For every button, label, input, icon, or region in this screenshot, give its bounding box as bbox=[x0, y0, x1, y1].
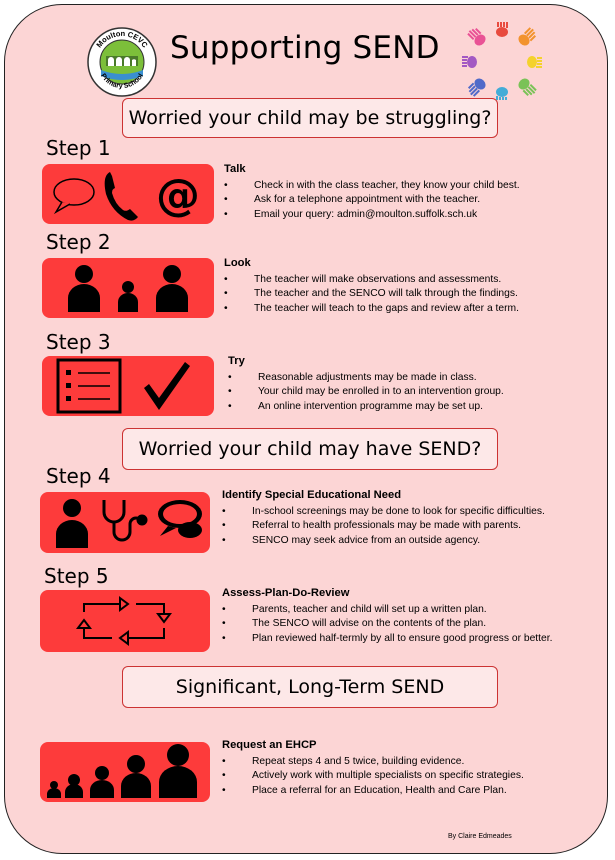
list-item: • In-school screenings may be done to look for specific difficulties. bbox=[222, 505, 545, 520]
person-icon bbox=[156, 265, 188, 312]
list-item: • Reasonable adjustments may be made in class. bbox=[228, 371, 504, 386]
checkmark-icon bbox=[144, 362, 190, 410]
step-3-info bbox=[228, 354, 504, 414]
list-item: • An online intervention programme may be set up. bbox=[228, 400, 504, 415]
step-2-label: Step 2 bbox=[46, 230, 111, 254]
step-5-label: Step 5 bbox=[44, 564, 109, 588]
list-item: • SENCO may seek advice from an outside agency. bbox=[222, 534, 545, 549]
step-4-heading: Identify Special Educational Need bbox=[222, 489, 402, 501]
step-4-info bbox=[222, 488, 545, 548]
school-logo bbox=[86, 26, 158, 98]
list-item: • Ask for a telephone appointment with the teacher. bbox=[224, 193, 520, 208]
list-item: • Your child may be enrolled in to an intervention group. bbox=[228, 385, 504, 400]
stethoscope-icon bbox=[104, 500, 146, 540]
list-item: • The teacher will teach to the gaps and review after a term. bbox=[224, 302, 519, 317]
step-4-icons bbox=[40, 492, 210, 553]
list-item: • The teacher will make observations and assessments. bbox=[224, 273, 519, 288]
step-2-icons bbox=[42, 258, 214, 318]
step-4-label: Step 4 bbox=[46, 464, 111, 488]
step-1-label: Step 1 bbox=[46, 136, 111, 160]
growing-people-icon bbox=[40, 742, 210, 802]
banner-long-term: Significant, Long-Term SEND bbox=[122, 666, 498, 708]
logo-top-text: Moulton CEVC bbox=[94, 28, 150, 50]
ehcp-info bbox=[222, 738, 524, 798]
step-5-info bbox=[222, 586, 552, 646]
step-5-heading: Assess-Plan-Do-Review bbox=[222, 587, 350, 599]
list-item: • Actively work with multiple specialists on specific strategies. bbox=[222, 769, 524, 784]
list-item: • Check in with the class teacher, they know your child best. bbox=[224, 179, 520, 194]
step-3-label: Step 3 bbox=[46, 330, 111, 354]
list-item: • The teacher and the SENCO will talk through the findings. bbox=[224, 287, 519, 302]
step-2-info bbox=[224, 256, 519, 316]
logo-bottom-text: Primary School bbox=[99, 72, 145, 91]
person-icon bbox=[68, 265, 100, 312]
step-3-heading: Try bbox=[228, 355, 245, 367]
step-3-icons bbox=[42, 356, 214, 416]
chat-bubbles-icon bbox=[158, 500, 202, 538]
ehcp-icons bbox=[40, 742, 210, 802]
step-1-heading: Talk bbox=[224, 163, 246, 175]
step-5-icons bbox=[40, 590, 210, 652]
step-1-info bbox=[224, 162, 520, 222]
list-item: • Plan reviewed half-termly by all to ensure good progress or better. bbox=[222, 632, 552, 647]
telephone-icon bbox=[105, 172, 138, 221]
list-item: • Email your query: admin@moulton.suffolk.sch.uk bbox=[224, 208, 520, 223]
list-item: • Referral to health professionals may be made with parents. bbox=[222, 519, 545, 534]
list-item: • Place a referral for an Education, Health and Care Plan. bbox=[222, 784, 524, 799]
page-title: Supporting SEND bbox=[170, 30, 440, 66]
cycle-arrows-icon bbox=[40, 590, 210, 652]
at-sign-icon bbox=[156, 170, 200, 221]
person-icon bbox=[56, 499, 88, 548]
author-credit: By Claire Edmeades bbox=[448, 833, 512, 840]
svg-text:@: @ bbox=[156, 170, 200, 221]
checklist-icon bbox=[58, 360, 120, 412]
banner-struggling: Worried your child may be struggling? bbox=[122, 98, 498, 138]
colourful-hands-icon bbox=[462, 22, 542, 100]
speech-bubble-icon bbox=[54, 179, 94, 212]
list-item: • Repeat steps 4 and 5 twice, building evidence. bbox=[222, 755, 524, 770]
step-2-heading: Look bbox=[224, 257, 251, 269]
list-item: • The SENCO will advise on the contents of the plan. bbox=[222, 617, 552, 632]
child-icon bbox=[118, 281, 138, 312]
list-item: • Parents, teacher and child will set up a written plan. bbox=[222, 603, 552, 618]
ehcp-heading: Request an EHCP bbox=[222, 739, 317, 751]
step-1-icons bbox=[42, 164, 214, 224]
banner-send: Worried your child may have SEND? bbox=[122, 428, 498, 470]
